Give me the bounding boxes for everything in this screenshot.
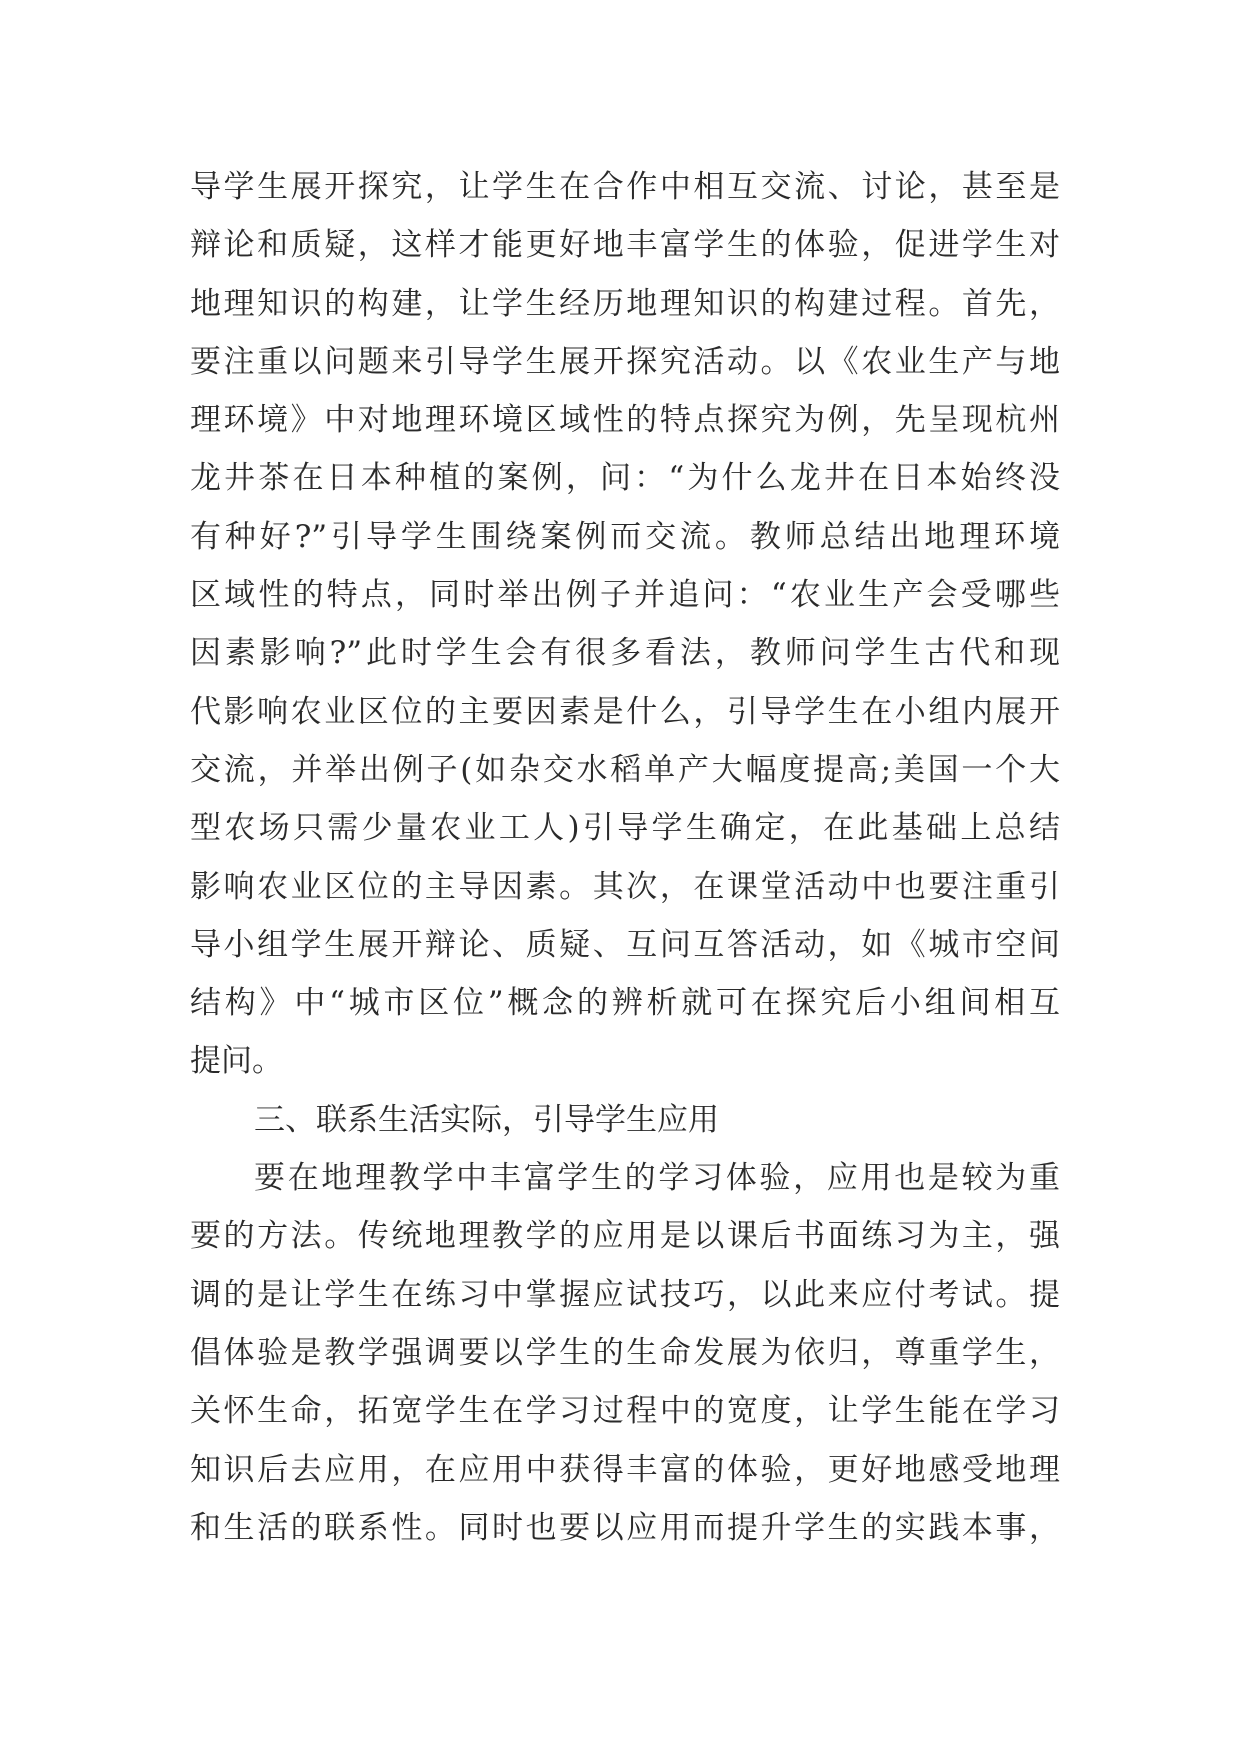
text-line: 地理知识的构建，让学生经历地理知识的构建过程。首先， — [190, 285, 1060, 322]
text-line: 结构》中“城市区位”概念的辨析就可在探究后小组间相互 — [190, 985, 1060, 1022]
text-line: 理环境》中对地理环境区域性的特点探究为例，先呈现杭州 — [190, 402, 1060, 439]
text-line: 三、联系生活实际，引导学生应用 — [254, 1101, 719, 1138]
text-line: 提问。 — [190, 1043, 283, 1080]
text-line: 导学生展开探究，让学生在合作中相互交流、讨论，甚至是 — [190, 169, 1060, 205]
body-text — [190, 158, 1060, 1557]
text-line: 有种好?”引导学生围绕案例而交流。教师总结出地理环境 — [190, 518, 1060, 555]
text-line: 辩论和质疑，这样才能更好地丰富学生的体验，促进学生对 — [190, 227, 1060, 264]
text-line: 导小组学生展开辩论、质疑、互问互答活动，如《城市空间 — [190, 926, 1060, 963]
text-line: 要的方法。传统地理教学的应用是以课后书面练习为主，强 — [190, 1218, 1060, 1255]
text-line: 调的是让学生在练习中掌握应试技巧，以此来应付考试。提 — [190, 1276, 1060, 1313]
text-line: 代影响农业区位的主要因素是什么，引导学生在小组内展开 — [190, 693, 1060, 730]
text-line: 影响农业区位的主导因素。其次，在课堂活动中也要注重引 — [190, 868, 1060, 905]
text-line: 因素影响?”此时学生会有很多看法，教师问学生古代和现 — [190, 635, 1060, 672]
text-line: 龙井茶在日本种植的案例，问：“为什么龙井在日本始终没 — [190, 460, 1060, 497]
text-line: 关怀生命，拓宽学生在学习过程中的宽度，让学生能在学习 — [190, 1393, 1060, 1430]
text-line: 区域性的特点，同时举出例子并追问：“农业生产会受哪些 — [190, 577, 1060, 614]
text-line: 和生活的联系性。同时也要以应用而提升学生的实践本事， — [190, 1509, 1060, 1546]
text-line: 要在地理教学中丰富学生的学习体验，应用也是较为重 — [254, 1160, 1060, 1197]
text-line: 知识后去应用，在应用中获得丰富的体验，更好地感受地理 — [190, 1451, 1060, 1488]
text-line: 型农场只需少量农业工人)引导学生确定，在此基础上总结 — [190, 810, 1060, 847]
text-line: 交流，并举出例子(如杂交水稻单产大幅度提高;美国一个大 — [190, 751, 1060, 788]
text-line: 要注重以问题来引导学生展开探究活动。以《农业生产与地 — [190, 343, 1060, 380]
text-line: 倡体验是教学强调要以学生的生命发展为依归，尊重学生， — [190, 1334, 1060, 1371]
